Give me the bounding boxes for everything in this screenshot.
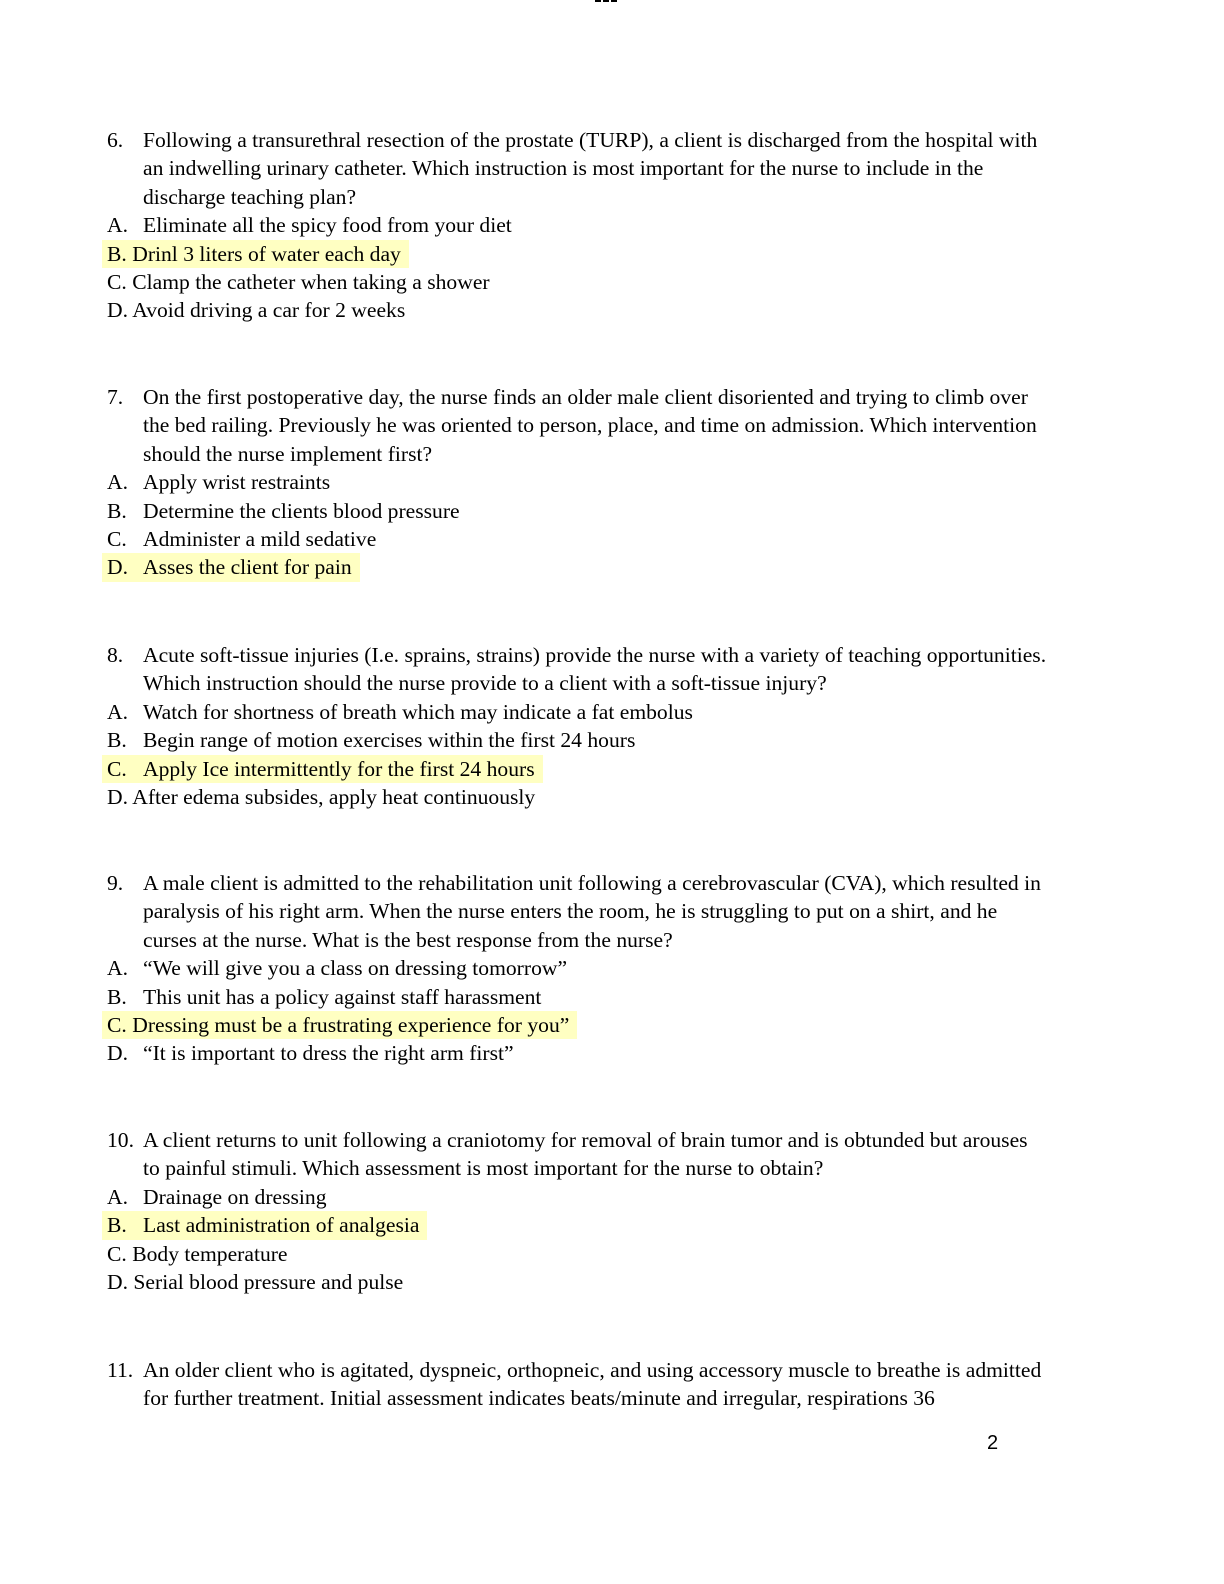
answer-option [107, 268, 1147, 296]
answer-content [107, 1270, 403, 1294]
option-text: Apply Ice intermittently for the first 24 hours [143, 756, 535, 781]
answer-option [107, 1240, 1147, 1268]
answer-option [107, 525, 1147, 553]
question-stem-line [107, 126, 1147, 154]
question-stem-text: for further treatment. Initial assessment indicates beats/minute and irregular, respirations 36 [143, 1386, 935, 1411]
option-text: “It is important to dress the right arm first” [143, 1041, 514, 1066]
answer-option [107, 211, 1147, 239]
question-stem-text: Which instruction should the nurse provide to a client with a soft-tissue injury? [143, 671, 827, 696]
answer-option [107, 1268, 1147, 1296]
question-stem-line [107, 440, 1147, 468]
question-stem-text: A male client is admitted to the rehabilitation unit following a cerebrovascular (CVA), which resulted in [143, 871, 1041, 895]
question-stem-line [107, 869, 1147, 897]
answer-option [107, 1039, 1147, 1067]
answer-option [107, 1183, 1147, 1211]
option-text: Avoid driving a car for 2 weeks [132, 298, 406, 323]
question-stem-text: On the first postoperative day, the nurse finds an older male client disoriented and trying to climb over [143, 385, 1028, 409]
option-text: Serial blood pressure and pulse [133, 1269, 404, 1294]
answer-content [107, 985, 541, 1009]
answer-content [107, 728, 635, 752]
answer-option [107, 983, 1147, 1011]
option-text: Clamp the catheter when taking a shower [132, 269, 490, 294]
highlighted-answer [102, 755, 543, 783]
answer-option [107, 954, 1147, 982]
option-label: A. [107, 956, 128, 981]
question-9 [107, 869, 1147, 1068]
option-text: “We will give you a class on dressing tomorrow” [143, 956, 568, 981]
answer-content [107, 1242, 288, 1266]
option-label: D. [107, 1269, 128, 1294]
option-label: A. [107, 470, 128, 495]
highlighted-answer [102, 1211, 427, 1239]
question-11 [107, 1356, 1147, 1413]
question-stem-line [107, 897, 1147, 925]
question-number: 11. [107, 1358, 134, 1382]
question-stem-line [107, 183, 1147, 211]
question-stem-line [107, 669, 1147, 697]
answer-content [107, 470, 330, 494]
question-number: 9. [107, 871, 124, 895]
option-label: D. [107, 298, 128, 323]
question-stem-text: An older client who is agitated, dyspneic, orthopneic, and using accessory muscle to breathe is admitted [143, 1358, 1042, 1382]
option-label: B. [107, 984, 127, 1009]
option-label: A. [107, 213, 128, 238]
option-text: Determine the clients blood pressure [143, 498, 460, 523]
option-text: After edema subsides, apply heat continuously [132, 784, 536, 809]
option-text: Apply wrist restraints [143, 470, 331, 495]
answer-option [107, 553, 1147, 581]
question-stem-text: should the nurse implement first? [143, 441, 433, 466]
question-10 [107, 1126, 1147, 1296]
question-stem-text: the bed railing. Previously he was oriented to person, place, and time on admission. Which intervention [143, 413, 1037, 438]
option-text: Watch for shortness of breath which may indicate a fat embolus [143, 699, 693, 724]
question-stem-line [107, 926, 1147, 954]
answer-content [107, 270, 490, 294]
answer-content [107, 785, 535, 809]
option-text: Administer a mild sedative [143, 526, 377, 551]
answer-content [107, 213, 512, 237]
question-stem-text: an indwelling urinary catheter. Which instruction is most important for the nurse to include in the [143, 156, 984, 181]
highlighted-answer [102, 240, 409, 268]
option-label: B. [107, 1213, 127, 1238]
highlighted-answer [102, 553, 360, 581]
question-stem-text: Following a transurethral resection of the prostate (TURP), a client is discharged from the hospital with [143, 128, 1038, 152]
answer-option [107, 755, 1147, 783]
option-text: Body temperature [132, 1241, 288, 1266]
answer-option [107, 1211, 1147, 1239]
answer-content [107, 1185, 327, 1209]
answer-option [107, 783, 1147, 811]
answer-option [107, 497, 1147, 525]
question-stem-text: A client returns to unit following a craniotomy for removal of brain tumor and is obtunded but arouses [143, 1128, 1028, 1152]
option-label: C. [107, 526, 127, 551]
option-label: A. [107, 1184, 128, 1209]
question-number: 10. [107, 1128, 134, 1152]
highlighted-answer [102, 1011, 577, 1039]
question-stem-line [107, 411, 1147, 439]
question-stem-text: discharge teaching plan? [143, 184, 357, 209]
answer-content [107, 298, 405, 322]
question-stem-text: Acute soft-tissue injuries (I.e. sprains, strains) provide the nurse with a variety of teaching opportunities. [143, 643, 1047, 667]
question-stem-line [107, 1384, 1147, 1412]
option-text: This unit has a policy against staff harassment [143, 984, 542, 1009]
page-number: 2 [987, 1432, 999, 1454]
option-label: C. [107, 1012, 127, 1037]
option-label: B. [107, 241, 127, 266]
option-label: D. [107, 555, 128, 580]
option-label: A. [107, 699, 128, 724]
question-stem-line [107, 1126, 1147, 1154]
answer-content [107, 956, 567, 980]
question-stem-line [107, 383, 1147, 411]
answer-content [107, 527, 376, 551]
question-stem-line [107, 154, 1147, 182]
answer-option [107, 240, 1147, 268]
question-stem-line [107, 1154, 1147, 1182]
option-label: B. [107, 498, 127, 523]
option-label: C. [107, 756, 127, 781]
question-stem-line [107, 1356, 1147, 1384]
option-label: B. [107, 728, 127, 753]
answer-content [107, 1041, 514, 1065]
answer-content [107, 700, 693, 724]
question-number: 6. [107, 128, 124, 152]
question-6 [107, 126, 1147, 325]
answer-option [107, 698, 1147, 726]
option-text: Drinl 3 liters of water each day [132, 241, 401, 266]
option-text: Drainage on dressing [143, 1184, 327, 1209]
question-7 [107, 383, 1147, 582]
question-number: 7. [107, 385, 124, 409]
option-text: Last administration of analgesia [143, 1213, 420, 1238]
answer-option [107, 1011, 1147, 1039]
header-mark [595, 0, 617, 4]
option-label: C. [107, 269, 127, 294]
option-text: Asses the client for pain [143, 555, 352, 580]
question-8 [107, 641, 1147, 811]
option-label: C. [107, 1241, 127, 1266]
answer-option [107, 296, 1147, 324]
question-number: 8. [107, 643, 124, 667]
question-stem-text: paralysis of his right arm. When the nurse enters the room, he is struggling to put on a shirt, and he [143, 899, 998, 924]
option-text: Eliminate all the spicy food from your diet [143, 213, 512, 238]
question-stem-text: curses at the nurse. What is the best response from the nurse? [143, 927, 673, 952]
answer-content [107, 499, 460, 523]
option-label: D. [107, 784, 128, 809]
answer-option [107, 468, 1147, 496]
question-stem-line [107, 641, 1147, 669]
option-text: Dressing must be a frustrating experience for you” [132, 1012, 570, 1037]
question-stem-text: to painful stimuli. Which assessment is most important for the nurse to obtain? [143, 1156, 824, 1181]
option-label: D. [107, 1041, 128, 1066]
option-text: Begin range of motion exercises within the first 24 hours [143, 728, 636, 753]
answer-option [107, 726, 1147, 754]
